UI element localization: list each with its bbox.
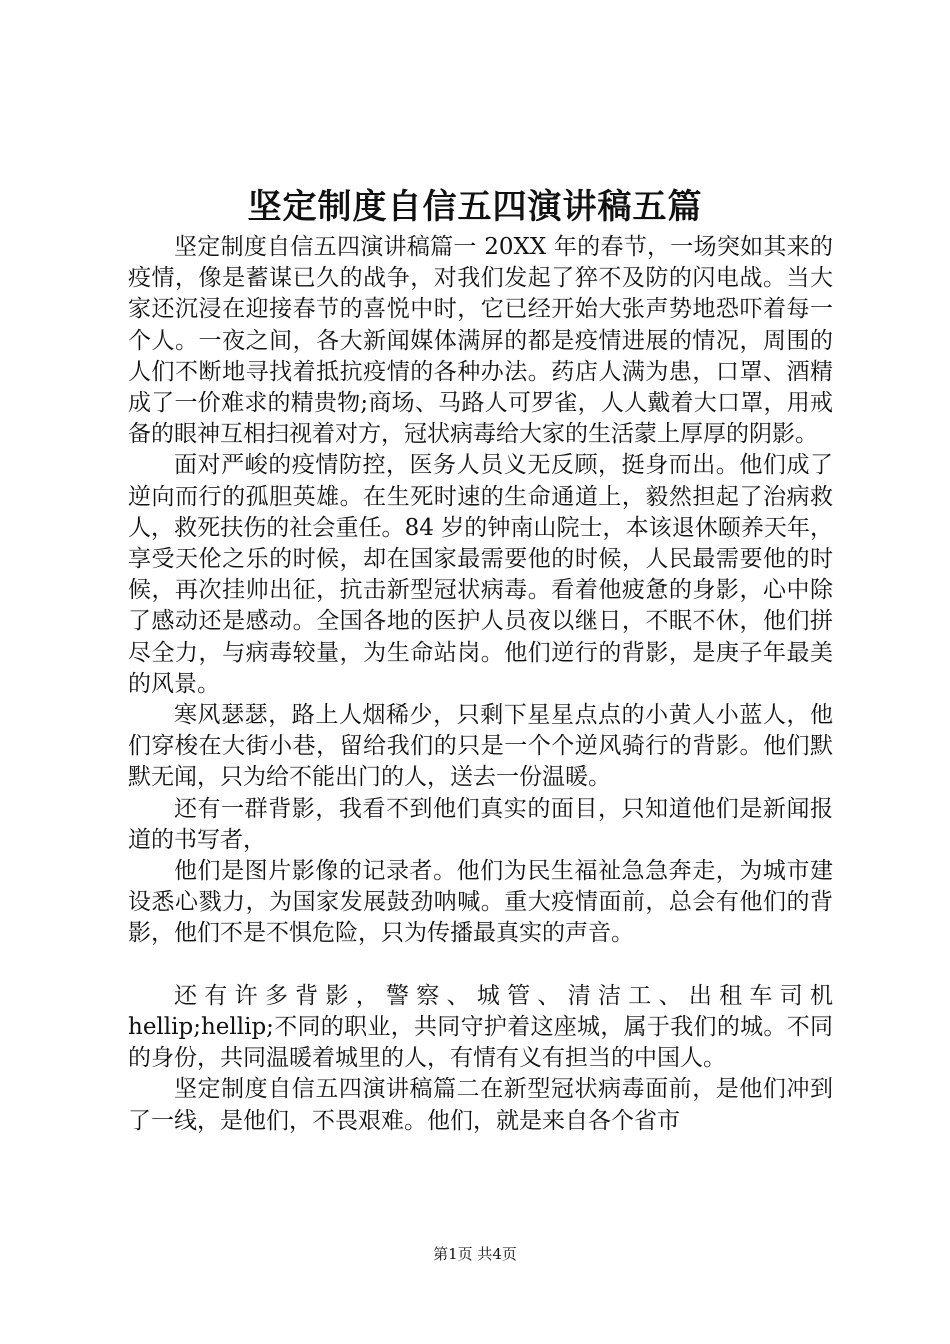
paragraph: 寒风瑟瑟，路上人烟稀少，只剩下星星点点的小黄人小蓝人，他们穿梭在大街小巷，留给我们的只是一个个逆风骑行的背影。他们默默无闻，只为给不能出门的人，送去一份温暖。 — [128, 702, 833, 791]
paragraph: 他们是图片影像的记录者。他们为民生福祉急急奔走，为城市建设悉心戮力，为国家发展鼓劲呐喊。重大疫情面前，总会有他们的背影，他们不是不惧危险，只为传播最真实的声音。 — [128, 858, 833, 947]
document-body — [128, 232, 833, 1137]
paragraph: 坚定制度自信五四演讲稿篇一 20XX 年的春节，一场突如其来的疫情，像是蓄谋已久的战争，对我们发起了猝不及防的闪电战。当大家还沉浸在迎接春节的喜悦中时，它已经开始大张声势地恐吓着每一个人。一夜之间，各大新闻媒体满屏的都是疫情进展的情况，周围的人们不断地寻找着抵抗疫情的各种办法。药店人满为患，口罩、酒精成了一价难求的精贵物;商场、马路人可罗雀，人人戴着大口罩，用戒备的眼神互相扫视着对方，冠状病毒给大家的生活蒙上厚厚的阴影。 — [128, 234, 833, 448]
paragraph: 还有一群背影，我看不到他们真实的面目，只知道他们是新闻报道的书写者， — [128, 795, 833, 853]
page-footer: 第1页 共4页 — [433, 1245, 517, 1263]
paragraph: 面对严峻的疫情防控，医务人员义无反顾，挺身而出。他们成了逆向而行的孤胆英雄。在生死时速的生命通道上，毅然担起了治病救人，救死扶伤的社会重任。84 岁的钟南山院士，本该退休颐养天年，享受天伦之乐的时候，却在国家最需要他的时候，人民最需要他的时候，再次挂帅出征，抗击新型冠状病毒。看着他疲惫的身影，心中除了感动还是感动。全国各地的医护人员夜以继日，不眠不休，他们拼尽全力，与病毒较量，为生命站岗。他们逆行的背影，是庚子年最美的风景。 — [128, 452, 833, 697]
paragraph: 还有许多背影，警察、城管、清洁工、出租车司机 hellip;hellip;不同的职业，共同守护着这座城，属于我们的城。不同的身份，共同温暖着城里的人，有情有义有担当的中国人。 — [128, 982, 833, 1072]
paragraph: 坚定制度自信五四演讲稿篇二在新型冠状病毒面前，是他们冲到了一线，是他们，不畏艰难。他们，就是来自各个省市 — [128, 1076, 833, 1134]
page-title: 坚定制度自信五四演讲稿五篇 — [247, 187, 703, 227]
